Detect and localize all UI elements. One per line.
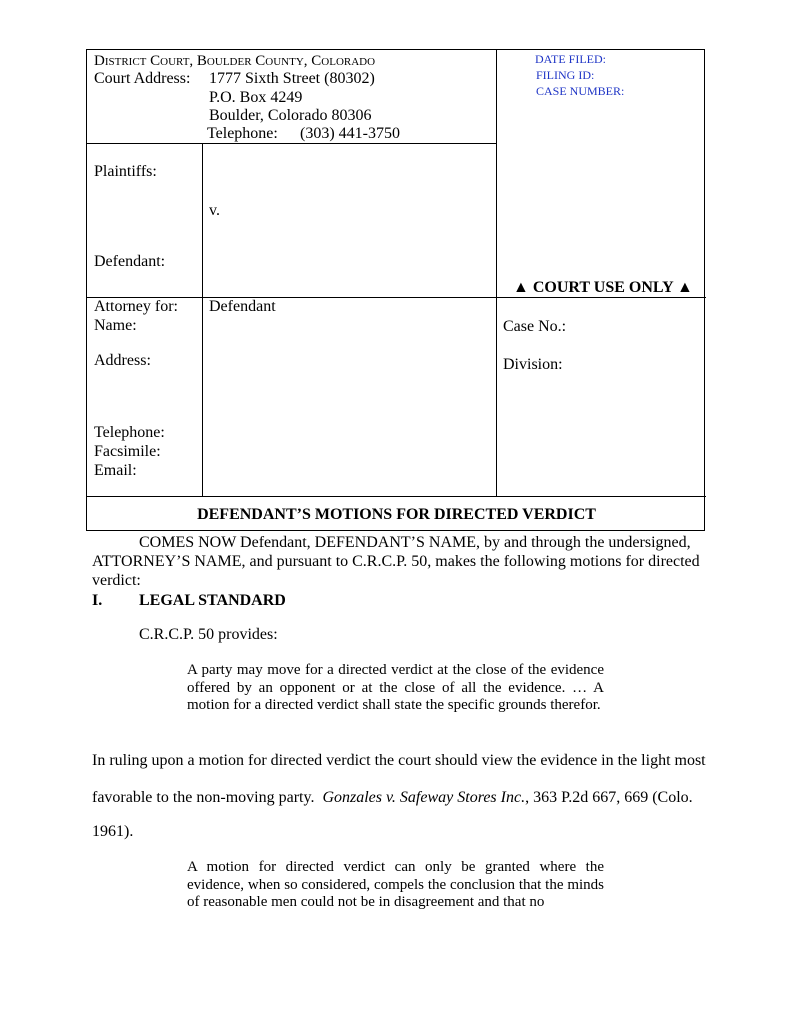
intro-line-1: COMES NOW Defendant, DEFENDANT’S NAME, by and through the undersigned, — [139, 534, 691, 551]
intro-line-3: verdict: — [92, 572, 141, 589]
rule-intro: C.R.C.P. 50 provides: — [139, 626, 278, 643]
ruling-line-2-suffix: , 363 P.2d 667, 669 (Colo. — [525, 789, 693, 806]
caption-divider-right-column — [496, 50, 497, 497]
attorney-email-label: Email: — [94, 462, 137, 479]
section-number: I. — [92, 592, 103, 609]
block-quote-2: A motion for directed verdict can only be granted where the evidence, when so considered, compels the conclusion that the minds of reasonable men could not be in disagreement and that no — [187, 859, 604, 910]
attorney-address-label: Address: — [94, 352, 151, 369]
ruling-line-3: 1961). — [92, 823, 134, 840]
caption-divider-parties — [87, 297, 706, 298]
court-address-line-1: 1777 Sixth Street (80302) — [209, 70, 375, 87]
court-telephone-value: (303) 441-3750 — [300, 125, 400, 142]
court-address-line-2: P.O. Box 4249 — [209, 89, 303, 106]
court-telephone-label: Telephone: — [207, 125, 278, 142]
court-name — [94, 52, 375, 70]
division-label: Division: — [503, 356, 563, 373]
caption-table — [86, 49, 705, 531]
attorney-for-value: Defendant — [209, 298, 276, 315]
case-number-label: CASE NUMBER: — [536, 84, 625, 98]
caption-divider-court-block — [87, 143, 497, 144]
case-citation: Gonzales v. Safeway Stores Inc. — [322, 789, 526, 806]
section-title: LEGAL STANDARD — [139, 592, 286, 609]
defendant-label: Defendant: — [94, 253, 166, 270]
date-filed-label: DATE FILED: — [535, 52, 606, 66]
court-use-only-label: ▲ COURT USE ONLY ▲ — [513, 279, 693, 296]
document-title: DEFENDANT’S MOTIONS FOR DIRECTED VERDICT — [197, 506, 596, 523]
caption-divider-title — [87, 496, 706, 497]
caption-divider-left-column — [202, 143, 203, 497]
court-address-label: Court Address: — [94, 70, 191, 87]
ruling-line-1: In ruling upon a motion for directed verdict the court should view the evidence in the light most — [92, 752, 706, 769]
filing-id-label: FILING ID: — [536, 68, 595, 82]
plaintiffs-label: Plaintiffs: — [94, 163, 157, 180]
court-name-text: District Court, Boulder County, Colorado — [94, 53, 376, 69]
intro-line-2: ATTORNEY’S NAME, and pursuant to C.R.C.P. 50, makes the following motions for directed — [92, 553, 700, 570]
attorney-telephone-label: Telephone: — [94, 424, 165, 441]
attorney-name-label: Name: — [94, 317, 137, 334]
versus-text: v. — [209, 202, 220, 219]
ruling-line-2-prefix: favorable to the non-moving party. — [92, 789, 315, 806]
attorney-for-label: Attorney for: — [94, 298, 178, 315]
case-no-label: Case No.: — [503, 318, 567, 335]
court-address-line-3: Boulder, Colorado 80306 — [209, 107, 372, 124]
attorney-facsimile-label: Facsimile: — [94, 443, 161, 460]
ruling-line-2 — [92, 789, 693, 807]
block-quote-1: A party may move for a directed verdict at the close of the evidence offered by an opponent or at the close of all the evidence. … A motion for a directed verdict shall state the specific grounds therefor. — [187, 662, 604, 713]
